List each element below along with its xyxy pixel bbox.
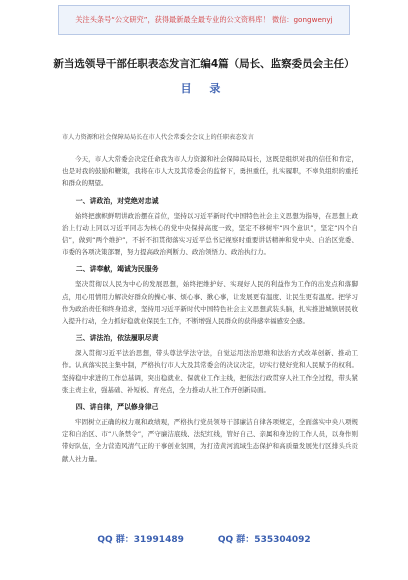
footer [0,532,408,548]
section-paragraph: 坚决贯彻以人民为中心的发展思想，始终把维护好、实现好人民的利益作为工作的出发点和落脚点，用心用情用力解决好群众的操心事、烦心事、揪心事，让发展更有温度、让民生更有温度。把学习作为政治责任和终身追求，坚持用习近平新时代中国特色社会主义思想武装头脑，扎实推进城镇居民收入提升行动，全力抓好稳就业保民生工作，不断增强人民群众的获得感幸福感安全感。 [62,280,358,326]
section-heading: 三、讲法治，依法履职尽责 [75,334,159,343]
qq-group-2: QQ 群：535304092 [217,535,311,545]
speech-title: 市人力资源和社会保障局局长在市人代会常委会会议上的任职表态发言 [62,134,254,141]
section-heading: 四、讲自律，严以修身律己 [75,403,159,412]
qq-group-1: QQ 群：31991489 [97,535,184,545]
section-paragraph: 始终把旗帜鲜明讲政治摆在首位，坚持以习近平新时代中国特色社会主义思想为指导，在思想上政治上行动上同以习近平同志为核心的党中央保持高度一致，坚定不移树牢“四个意识”，坚定“四个自信”，做到“两个维护”，不折不扣贯彻落实习近平总书记视察时重要讲话精神和党中央、自治区党委、市委的各项决策部署，努力提高政治判断力、政治领悟力、政治执行力。 [62,211,358,257]
section-heading: 一、讲政治，对党绝对忠诚 [75,196,159,205]
document-title: 新当选领导干部任职表态发言汇编4篇（局长、监察委员会主任） [53,58,355,70]
section-heading: 二、讲奉献，竭诚为民服务 [75,265,159,274]
document-body [62,153,358,467]
promo-banner [58,5,350,35]
intro-paragraph: 今天，市人大常委会决定任命我为市人力资源和社会保障局局长，这既是组织对我的信任和肯定，也是对我的鼓励和鞭策，我将在市人大及其常委会的监督下，勇担重任，扎实履职，不辜负组织的重托和群众的期望。 [62,155,358,188]
toc-heading: 目 录 [180,82,228,95]
section-paragraph: 牢固树立正确的权力观和政绩观，严格执行党员领导干部廉洁自律各项规定，全面落实中央八项规定和自治区、市“八条禁令”，严守廉洁底线、法纪红线，管好自己、亲属和身边的工作人员，以身作则带好队伍，全力营造风清气正的干事创业氛围，为打造黄河流域生态保护和高质量发展先行区排头兵贡献人社力量。 [62,418,358,463]
section-paragraph: 深入贯彻习近平法治思想，带头尊法学法守法，自觉运用法治思维和法治方式改革创新、推动工作。认真落实民主集中制，严格执行市人大及其常委会的决议决定，切实行使好党和人民赋予的权利。坚持稳中求进的工作总基调，突出稳就业、保就业工作主线，把依法行政贯穿人社工作全过程，带头紧张主责主业，强基础、补短板、育亮点，全力推动人社工作开创新局面。 [62,349,358,394]
promo-banner-text: 关注头条号“公文研究”，获得最新最全最专业的公文资料库！ 微信：gongwenyj [75,15,333,24]
